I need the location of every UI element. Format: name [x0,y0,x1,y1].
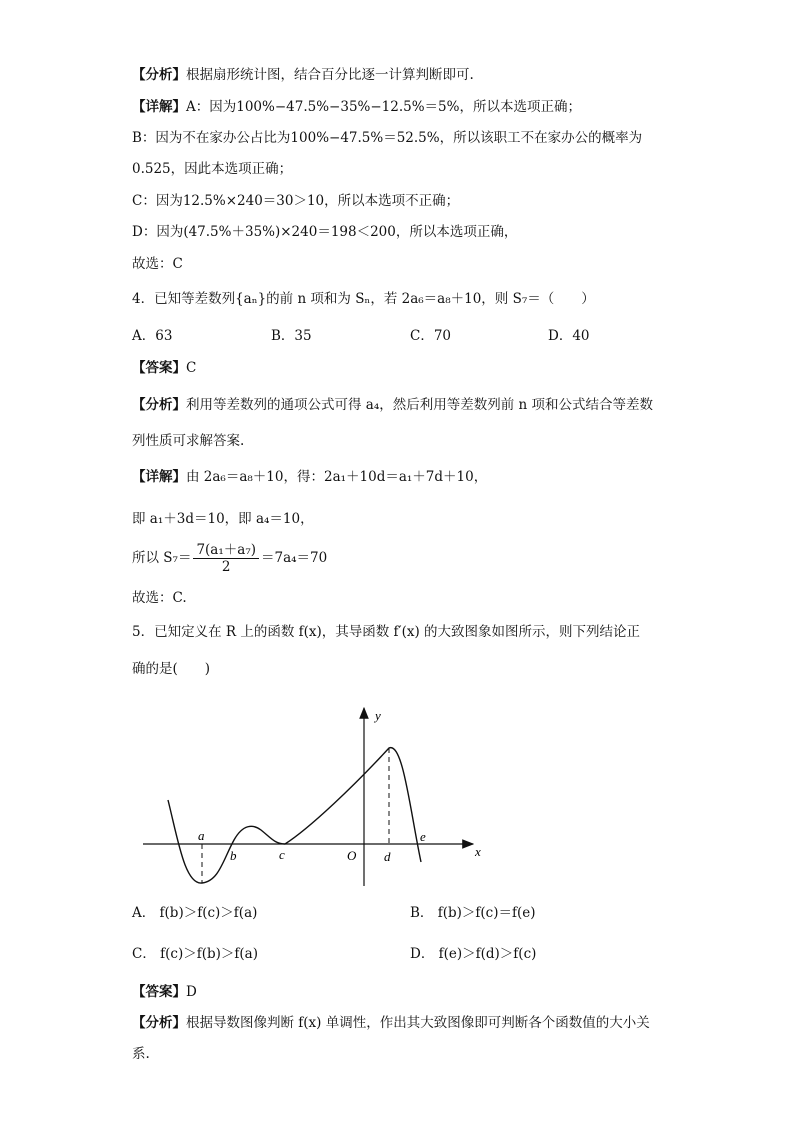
analysis-tag: 【分析】 [132,67,186,83]
fraction-denominator: 2 [221,559,231,575]
analysis-text: 根据导数图像判断 f(x) 单调性，作出其大致图像即可判断各个函数值的大小关 [186,1015,650,1031]
label-origin: O [347,848,357,863]
detail-line-a: A：因为100%−47.5%−35%−12.5%＝5%，所以本选项正确； [186,99,581,115]
q5-analysis [132,1014,650,1032]
detail-3-suffix: ＝7a₄＝70 [261,550,328,566]
q4-option-d: D．40 [548,328,590,344]
q4-option-b: B．35 [271,328,312,344]
detail-tag: 【详解】 [132,469,186,485]
q3-detail-c: C：因为12.5%×240＝30＞10，所以本选项不正确； [132,193,460,209]
q5-option-b: B． f(b)＞f(c)＝f(e) [410,905,536,921]
q3-analysis [132,66,474,84]
q4-option-a: A．63 [132,328,173,344]
analysis-text: 根据扇形统计图，结合百分比逐一计算判断即可. [186,67,474,83]
label-y: y [375,708,381,723]
q4-stem: 4．已知等差数列{aₙ}的前 n 项和为 Sₙ，若 2a₆＝a₈＋10，则 S₇＝（ ） [132,291,595,307]
q4-analysis [132,396,653,414]
q4-detail-1 [132,468,487,486]
q4-option-c: C．70 [410,328,452,344]
answer-value: C [186,360,197,376]
detail-text: 由 2a₆＝a₈＋10，得：2a₁＋10d＝a₁＋7d＋10， [186,469,488,485]
label-d: d [384,849,391,864]
fraction-numerator: 7(a₁＋a₇) [193,542,259,559]
q5-stem-2: 确的是( ) [132,661,211,677]
label-b: b [230,848,237,863]
q5-answer [132,983,197,1001]
label-c: c [279,847,285,862]
derivative-graph [135,700,495,890]
fraction [193,542,259,575]
q4-detail-2: 即 a₁＋3d＝10，即 a₄＝10， [132,511,314,527]
detail-tag: 【详解】 [132,99,186,115]
analysis-tag: 【分析】 [132,1015,186,1031]
analysis-tag: 【分析】 [132,397,186,413]
q4-detail-3 [132,542,327,575]
answer-tag: 【答案】 [132,984,186,1000]
q3-detail-d: D：因为(47.5%＋35%)×240＝198＜200，所以本选项正确， [132,224,518,240]
q3-detail-b1: B：因为不在家办公占比为100%−47.5%＝52.5%，所以该职工不在家办公的概率为 [132,130,643,146]
analysis-text: 利用等差数列的通项公式可得 a₄，然后利用等差数列前 n 项和公式结合等差数 [186,397,654,413]
q4-choice: 故选：C. [132,590,187,606]
label-e: e [420,829,426,844]
answer-tag: 【答案】 [132,360,186,376]
q4-analysis-cont: 列性质可求解答案. [132,433,245,449]
q3-choice: 故选：C [132,256,183,272]
q5-analysis-cont: 系. [132,1046,150,1062]
label-a: a [198,828,205,843]
q5-option-c: C． f(c)＞f(b)＞f(a) [132,946,258,962]
label-x: x [475,844,481,859]
detail-3-prefix: 所以 S₇＝ [132,550,192,566]
q5-stem-1: 5．已知定义在 R 上的函数 f(x)，其导函数 f′(x) 的大致图象如图所示，则下列结论正 [132,624,641,640]
q3-detail-b2: 0.525，因此本选项正确； [132,161,293,177]
q3-detail-a [132,98,581,116]
q4-answer [132,359,196,377]
q5-option-d: D． f(e)＞f(d)＞f(c) [410,946,537,962]
answer-value: D [186,984,197,1000]
q5-option-a: A． f(b)＞f(c)＞f(a) [132,905,258,921]
